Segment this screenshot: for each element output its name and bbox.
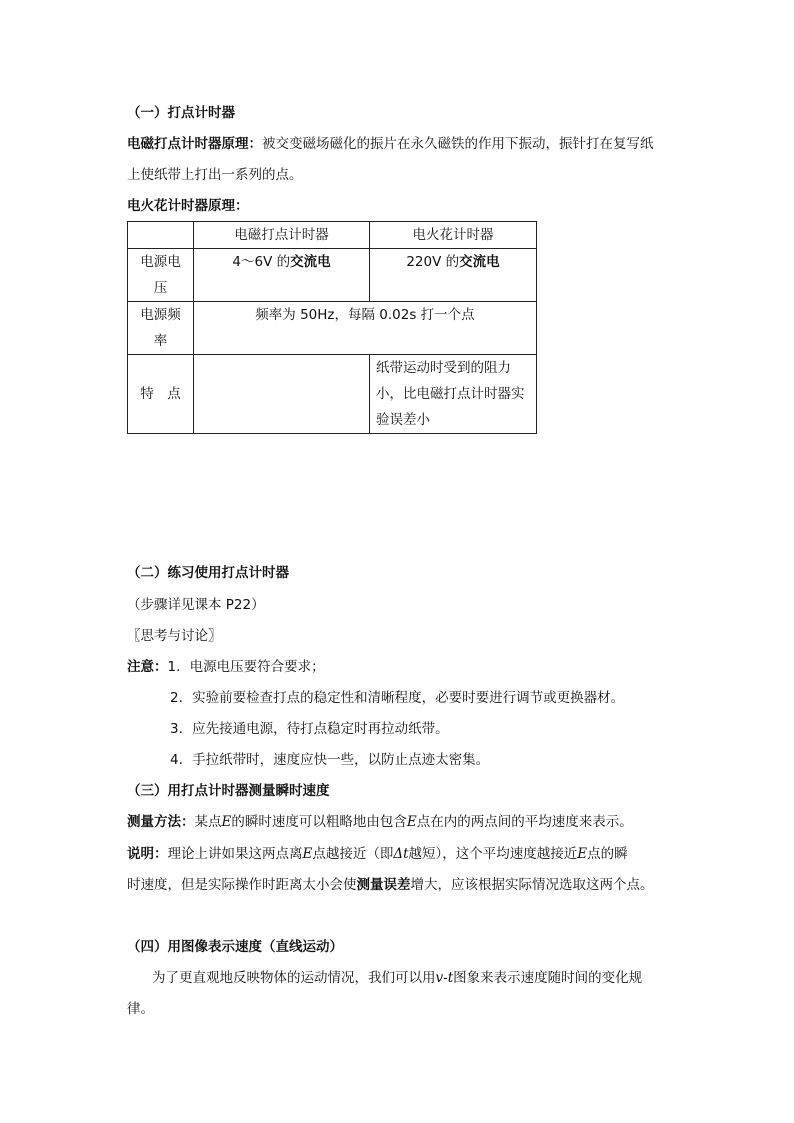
text: 的瞬时速度可以粗略地由包含 — [231, 814, 407, 830]
text: 图象来表示速度随时间的变化规 — [453, 970, 643, 986]
text: 为了更直观地反映物体的运动情况，我们可以用 — [152, 970, 436, 986]
section1-heading: （一）打点计时器 — [127, 105, 235, 121]
row-label-voltage: 电源电压 — [128, 249, 194, 302]
explain-label: 说明： — [127, 846, 168, 862]
cell-spark-feature: 纸带运动时受到的阻力小，比电磁打点计时器实验误差小 — [370, 355, 537, 434]
cell-bold-text: 交流电 — [459, 254, 500, 270]
text: 理论上讲如果这两点离 — [167, 846, 303, 862]
note-item: 3．应先接通电源，待打点稳定时再拉动纸带。 — [170, 721, 449, 737]
section4-heading: （四）用图像表示速度（直线运动） — [127, 939, 343, 955]
bold-text: 测量误差 — [356, 877, 411, 893]
table-row — [128, 249, 537, 302]
em-principle-line1 — [127, 134, 654, 154]
section4-paragraph-line2: 律。 — [127, 1001, 154, 1017]
section4-paragraph — [152, 968, 642, 988]
symbol-e: E — [406, 814, 417, 830]
timer-comparison-table — [127, 221, 537, 434]
text: 时速度，但是实际操作时距离太小会使 — [127, 877, 357, 893]
cell-frequency: 频率为 50Hz，每隔 0.02s 打一个点 — [194, 302, 537, 355]
cell-em-feature — [194, 355, 370, 434]
text: 越短），这个平均速度越接近 — [408, 846, 578, 862]
row-label-frequency: 电源频率 — [128, 302, 194, 355]
cell-text: 220V 的 — [406, 254, 460, 270]
note-item: 4．手拉纸带时，速度应快一些，以防止点迹太密集。 — [170, 752, 490, 768]
table-row — [128, 302, 537, 355]
em-principle-text: 被交变磁场磁化的振片在永久磁铁的作用下振动，振针打在复写纸 — [262, 136, 654, 152]
symbol-e: E — [302, 846, 313, 862]
steps-note: （步骤详见课本 P22） — [127, 597, 265, 613]
table-header-cell: 电火花计时器 — [370, 222, 537, 249]
table-row — [128, 355, 537, 434]
cell-em-voltage — [194, 249, 370, 302]
notes-label: 注意： — [127, 659, 168, 675]
table-header-cell: 电磁打点计时器 — [194, 222, 370, 249]
note-item: 2．实验前要检查打点的稳定性和清晰程度，必要时要进行调节或更换器材。 — [170, 690, 625, 706]
note-text: 1．电源电压要符合要求； — [167, 659, 325, 675]
section2-heading: （二）练习使用打点计时器 — [127, 565, 289, 581]
text: 点在内的两点间的平均速度来表示。 — [416, 814, 633, 830]
em-principle-label: 电磁打点计时器原理： — [127, 136, 262, 152]
symbol-e: E — [221, 814, 232, 830]
symbol-vt: v-t — [435, 970, 454, 986]
cell-text: 4～6V 的 — [232, 254, 291, 270]
section3-heading: （三）用打点计时器测量瞬时速度 — [127, 783, 330, 799]
text: 点越接近（即 — [312, 846, 394, 862]
symbol-e: E — [577, 846, 588, 862]
think-discuss: 〖思考与讨论〗 — [127, 628, 222, 644]
cell-spark-voltage — [370, 249, 537, 302]
method-line — [127, 812, 633, 832]
text: 某点 — [194, 814, 222, 830]
explain-line1 — [127, 844, 628, 864]
table-header-cell — [128, 222, 194, 249]
explain-line2 — [127, 875, 654, 895]
spark-principle-label: 电火花计时器原理： — [127, 198, 249, 214]
text: 点的瞬 — [587, 846, 628, 862]
note-item — [127, 657, 325, 677]
cell-bold-text: 交流电 — [290, 254, 331, 270]
table-header-row — [128, 222, 537, 249]
row-label-feature: 特 点 — [128, 355, 194, 434]
text: 增大，应该根据实际情况选取这两个点。 — [410, 877, 654, 893]
em-principle-line2: 上使纸带上打出一系列的点。 — [127, 167, 303, 183]
method-label: 测量方法： — [127, 814, 195, 830]
symbol-delta-t: Δt — [393, 846, 409, 862]
